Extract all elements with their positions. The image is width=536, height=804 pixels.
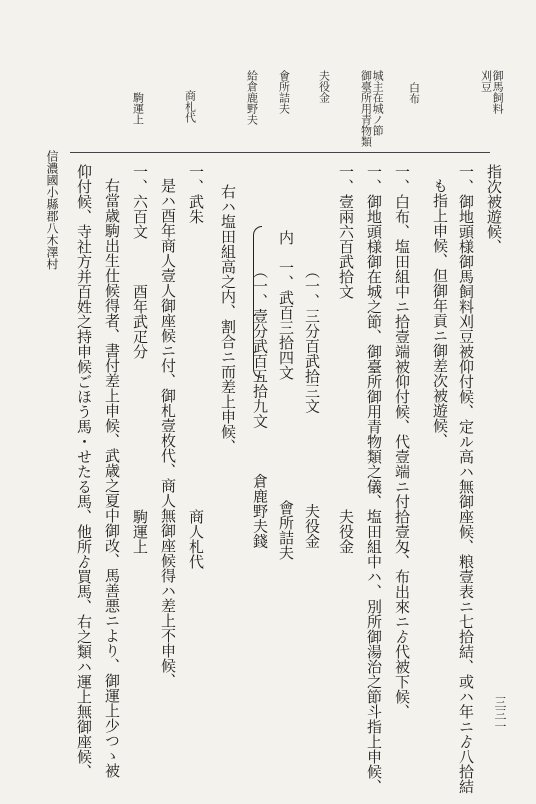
side-label: 駒運上 xyxy=(131,92,145,125)
text-line: 指次被遊候、 xyxy=(485,164,503,254)
side-label: 商札代 xyxy=(183,90,197,123)
text-line: 内 一、武百三拾四文 會所詰夫 xyxy=(277,200,295,560)
text-line: 一、六百文 酉年武疋分 駒運上 xyxy=(131,164,149,554)
text-line: 一、武朱 商人札代 xyxy=(187,164,205,569)
side-label: 給倉鹿野夫 xyxy=(245,70,259,125)
text-line: 一、御地頭様御在城之節、御臺所御用青物類之儀、塩田組中ハ、別所御湯治之節斗指上申候、 xyxy=(365,164,383,794)
text-line: も指上申候、但御年貢ニ御差次被遊候、 xyxy=(431,178,449,448)
text-line: 右ハ塩田組高之内、割合ニ而差上申候、 xyxy=(219,184,237,454)
side-label: 夫役金 xyxy=(317,70,331,103)
side-label: 御馬飼料 刈豆 xyxy=(479,70,505,114)
text-line: 仰付候、寺社方并百姓之持申候ごほう馬・せたる馬、他所ゟ買馬、右之類ハ運上無御座候、 xyxy=(75,164,93,779)
text-line: 一、御地頭様御馬飼料刈豆被仰付候、定ル高ハ無御座候、粮壹表ニ七拾結、或ハ年ニゟ八拾結 xyxy=(457,164,475,794)
footer-village: 信濃國小縣郡八木澤村 xyxy=(45,150,59,270)
text-line: 一、白布、塩田組中ニ拾壹端被仰付候、代壹端ニ付拾壹匁、布出來ニゟ代被下候、 xyxy=(393,164,411,719)
text-line: 右當歳駒出生仕候得者、書付差上申候、武歳之夏中御改、馬善悪ニより、御運上少つゝ被 xyxy=(103,178,121,778)
side-label: 城主在城ノ節 御臺所用青物類 xyxy=(359,70,385,147)
text-line: 是ハ酉年商人壹人御座候ニ付、御札壹枚代、商人無御座候得ハ差上不申候、 xyxy=(159,178,177,688)
side-label: 會所詰夫 xyxy=(277,70,291,114)
side-label: 白布 xyxy=(407,82,421,104)
text-line: （一、三分百武拾三文 夫役金 xyxy=(303,226,321,549)
page-number: 三三一 xyxy=(493,696,507,732)
text-line: 一、壹兩六百武拾文 夫役金 xyxy=(337,164,355,554)
text-line: （一、壹分武百五拾九文 倉鹿野夫錢 xyxy=(251,226,269,549)
header-rule xyxy=(70,152,490,153)
